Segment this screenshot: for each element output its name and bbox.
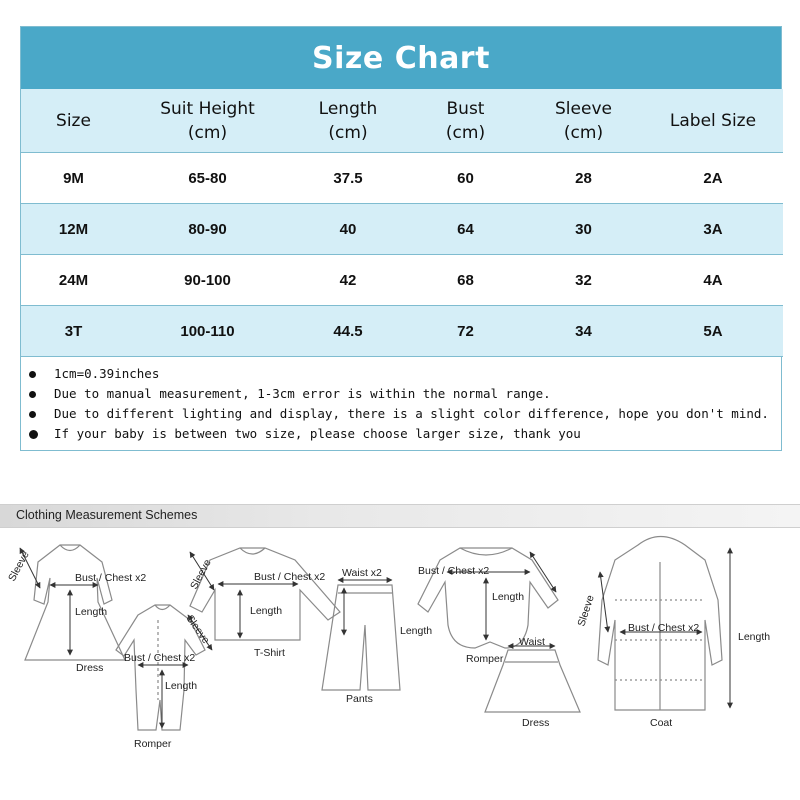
note-item: If your baby is between two size, please choose larger size, thank you	[29, 424, 781, 444]
dress-drawing	[25, 545, 125, 660]
header-row	[21, 89, 783, 153]
label-bust-chest: Bust / Chest x2	[75, 572, 147, 584]
cell-length: 37.5	[289, 153, 407, 204]
header-label-size: Label Size	[643, 89, 783, 153]
cell-length: 42	[289, 255, 407, 306]
label-waist-x2: Waist x2	[342, 567, 382, 579]
label-sleeve: Sleeve	[188, 557, 214, 592]
note-item: 1cm=0.39inches	[29, 364, 781, 384]
size-chart	[20, 26, 782, 451]
bullet-icon	[29, 430, 38, 439]
cell-sleeve: 30	[524, 204, 643, 255]
table-row	[21, 255, 783, 306]
table-row	[21, 153, 783, 204]
note-item: Due to manual measurement, 1-3cm error is within the normal range.	[29, 384, 781, 404]
label-bust-chest: Bust / Chest x2	[418, 565, 490, 577]
cell-sleeve: 34	[524, 306, 643, 357]
header-sleeve: Sleeve (cm)	[524, 89, 643, 153]
label-romper: Romper	[466, 653, 504, 665]
label-length: Length	[492, 591, 525, 603]
label-length: Length	[738, 631, 771, 643]
table-row	[21, 204, 783, 255]
cell-label-size: 2A	[643, 153, 783, 204]
cell-suit-height: 100-110	[126, 306, 289, 357]
cell-sleeve: 28	[524, 153, 643, 204]
label-length: Length	[400, 625, 433, 637]
header-bust: Bust (cm)	[407, 89, 524, 153]
cell-size: 24M	[21, 255, 126, 306]
header-suit-height: Suit Height (cm)	[126, 89, 289, 153]
cell-length: 40	[289, 204, 407, 255]
cell-size: 9M	[21, 153, 126, 204]
header-length: Length (cm)	[289, 89, 407, 153]
label-bust-chest: Bust / Chest x2	[254, 571, 326, 583]
bullet-icon	[29, 411, 36, 418]
schemes-title: Clothing Measurement Schemes	[16, 508, 198, 522]
cell-label-size: 5A	[643, 306, 783, 357]
size-table	[21, 89, 783, 357]
note-item: Due to different lighting and display, there is a slight color difference, hope you don't mind.	[29, 404, 781, 424]
cell-label-size: 3A	[643, 204, 783, 255]
bullet-icon	[29, 391, 36, 398]
label-dress: Dress	[76, 662, 104, 674]
label-bust-chest: Bust / Chest x2	[628, 622, 700, 634]
bullet-icon	[29, 371, 36, 378]
cell-size: 3T	[21, 306, 126, 357]
schemes-header	[0, 504, 800, 528]
notes-list	[21, 357, 781, 450]
label-pants: Pants	[346, 693, 373, 705]
label-length: Length	[165, 680, 198, 692]
label-sleeve: Sleeve	[575, 593, 597, 628]
cell-suit-height: 90-100	[126, 255, 289, 306]
cell-label-size: 4A	[643, 255, 783, 306]
label-coat: Coat	[650, 717, 673, 729]
label-length: Length	[75, 606, 108, 618]
pants-drawing	[322, 585, 400, 690]
label-romper: Romper	[134, 738, 172, 750]
cell-length: 44.5	[289, 306, 407, 357]
cell-size: 12M	[21, 204, 126, 255]
measurement-schemes-illustration	[0, 527, 800, 800]
label-sleeve: Sleeve	[183, 612, 212, 647]
label-sleeve: Sleeve	[6, 549, 32, 584]
cell-sleeve: 32	[524, 255, 643, 306]
tshirt-drawing	[190, 548, 340, 640]
cell-suit-height: 65-80	[126, 153, 289, 204]
label-waist: Waist	[519, 636, 545, 648]
label-dress: Dress	[522, 717, 550, 729]
cell-suit-height: 80-90	[126, 204, 289, 255]
cell-bust: 68	[407, 255, 524, 306]
cell-bust: 72	[407, 306, 524, 357]
label-bust-chest: Bust / Chest x2	[124, 652, 196, 664]
chart-title: Size Chart	[21, 27, 781, 89]
cell-bust: 60	[407, 153, 524, 204]
header-size: Size	[21, 89, 126, 153]
label-tshirt: T-Shirt	[254, 647, 285, 659]
label-length: Length	[250, 605, 283, 617]
table-row	[21, 306, 783, 357]
cell-bust: 64	[407, 204, 524, 255]
